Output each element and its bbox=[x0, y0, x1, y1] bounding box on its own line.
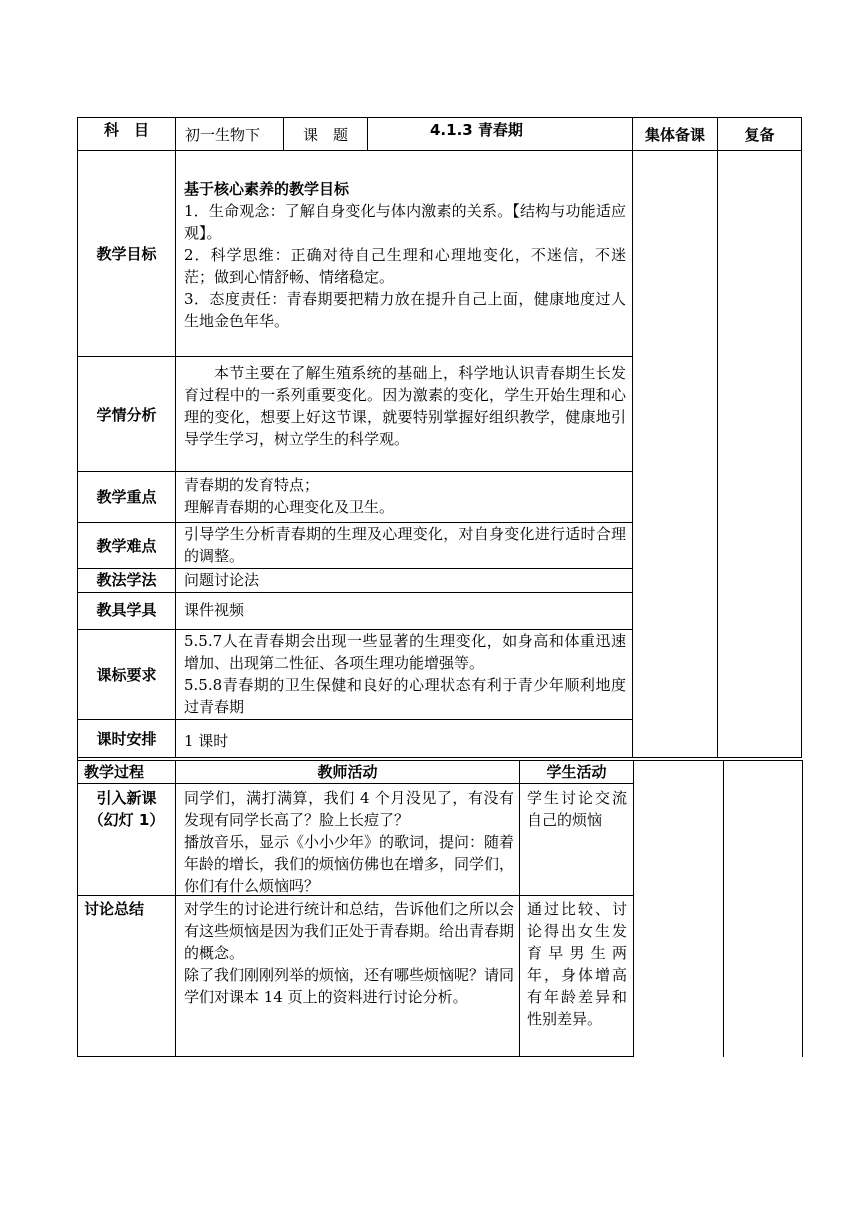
objectives-label: 教学目标 bbox=[96, 245, 157, 263]
method-label: 教法学法 bbox=[96, 571, 157, 589]
teacher-paragraph: 播放音乐，显示《小小少年》的歌词，提问：随着年龄的增长，我们的烦恼仿佛也在增多，同学们，你们有什么烦恼吗？ bbox=[184, 833, 515, 895]
schedule-label: 课时安排 bbox=[96, 730, 157, 748]
objectives-content bbox=[184, 178, 626, 332]
subject-label: 科 目 bbox=[103, 121, 149, 139]
tools-label: 教具学具 bbox=[96, 601, 157, 619]
process-student-header: 学生活动 bbox=[546, 763, 607, 781]
analysis-label: 学情分析 bbox=[96, 406, 157, 424]
process-stage bbox=[78, 787, 175, 831]
teacher-paragraph: 同学们，满打满算，我们 4 个月没见了，有没有发现有同学长高了？脸上长痘了？ bbox=[184, 789, 514, 829]
process-student-activity: 通过比较、讨论得出女生发育早男生两年，身体增高有年龄差异和性别差异。 bbox=[527, 900, 627, 1028]
teacher-paragraph: 对学生的讨论进行统计和总结，告诉他们之所以会有这些烦恼是因为我们正处于青春期。给出青春期的概念。 bbox=[184, 900, 515, 962]
key-points-content bbox=[184, 474, 626, 518]
standard-item: 5.5.7人在青春期会出现一些显著的生理变化，如身高和体重迅速增加、出现第二性征、各项生理功能增强等。 bbox=[184, 632, 626, 672]
process-teacher-header: 教师活动 bbox=[317, 763, 378, 781]
subject-value: 初一生物下 bbox=[185, 126, 261, 144]
topic-label: 课 题 bbox=[302, 126, 348, 144]
difficulties-text: 引导学生分析青春期的生理及心理变化，对自身变化进行适时合理的调整。 bbox=[184, 525, 626, 565]
process-stage-line: 引入新课 bbox=[96, 789, 157, 807]
standard-item: 5.5.8青春期的卫生保健和良好的心理状态有利于青少年顺利地度过青春期 bbox=[184, 676, 626, 716]
standards-content bbox=[184, 630, 626, 718]
key-point-line: 青春期的发育特点； bbox=[184, 476, 320, 494]
key-point-line: 理解青春期的心理变化及卫生。 bbox=[184, 498, 395, 516]
process-teacher-activity bbox=[184, 898, 514, 1008]
review-label: 复备 bbox=[744, 126, 775, 144]
method-text: 问题讨论法 bbox=[184, 571, 260, 589]
process-stage-header: 教学过程 bbox=[84, 763, 145, 781]
teacher-paragraph: 除了我们刚刚列举的烦恼，还有哪些烦恼呢？请同学们对课本 14 页上的资料进行讨论分析。 bbox=[184, 966, 515, 1006]
objective-item: 3．态度责任：青春期要把精力放在提升自己上面，健康地度过人生地金色年华。 bbox=[184, 290, 626, 330]
key-points-label: 教学重点 bbox=[96, 488, 157, 506]
topic-value: 4.1.3 青春期 bbox=[430, 121, 523, 139]
objectives-heading: 基于核心素养的教学目标 bbox=[184, 180, 350, 198]
process-teacher-activity bbox=[184, 787, 514, 897]
objective-item: 1．生命观念：了解自身变化与体内激素的关系。【结构与功能适应观】。 bbox=[184, 202, 626, 242]
tools-text: 课件视频 bbox=[184, 601, 245, 619]
analysis-text: 本节主要在了解生殖系统的基础上，科学地认识青春期生长发育过程中的一系列重要变化。因为激素的变化，学生开始生理和心理的变化，想要上好这节课，就要特别掌握好组织教学，健康地引导学生学习，树立学生的科学观。 bbox=[184, 364, 626, 448]
schedule-text: 1 课时 bbox=[184, 732, 229, 750]
standards-label: 课标要求 bbox=[96, 666, 157, 684]
process-student-activity: 学生讨论交流自己的烦恼 bbox=[527, 789, 627, 829]
process-stage-line: （幻灯 1） bbox=[88, 811, 165, 829]
objective-item: 2．科学思维：正确对待自己生理和心理地变化，不迷信，不迷茫；做到心情舒畅、情绪稳定。 bbox=[184, 246, 626, 286]
difficulties-label: 教学难点 bbox=[96, 537, 157, 555]
group-prep-label: 集体备课 bbox=[644, 126, 705, 144]
process-stage: 讨论总结 bbox=[84, 900, 145, 918]
